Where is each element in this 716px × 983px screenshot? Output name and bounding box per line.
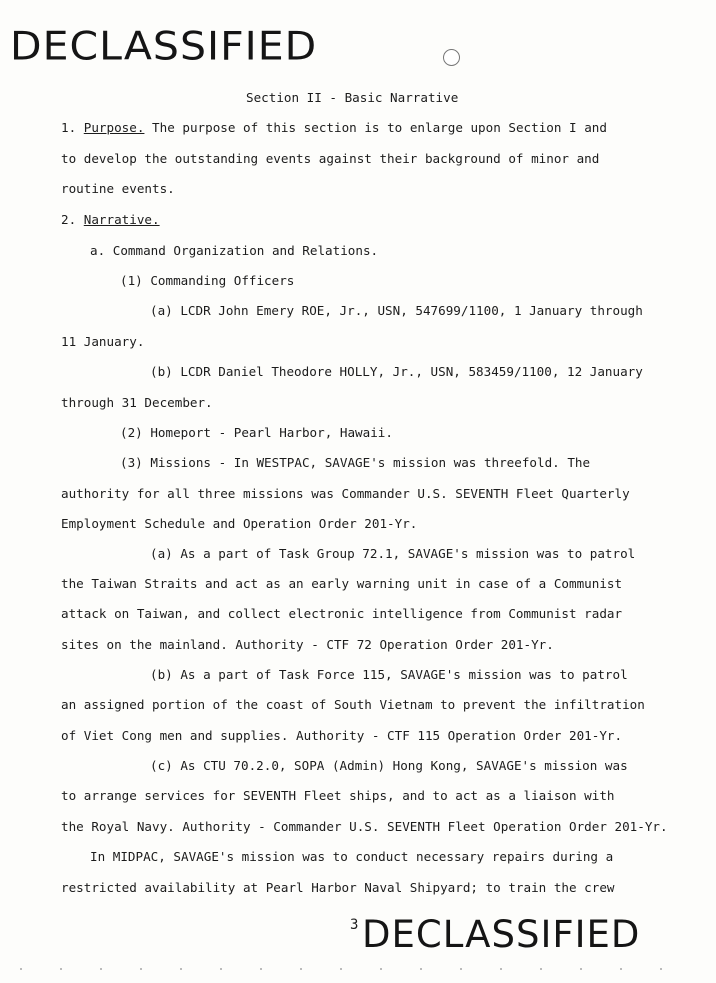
commanding-officer-a-line-2: 11 January. — [61, 334, 145, 349]
command-organization-heading: a. Command Organization and Relations. — [90, 243, 379, 258]
missions-line-2: authority for all three missions was Commander U.S. SEVENTH Fleet Quarterly — [61, 486, 630, 501]
midpac-line-2: restricted availability at Pearl Harbor Naval Shipyard; to train the crew — [61, 880, 615, 895]
scan-artifact-line — [20, 968, 700, 970]
mission-c-line-2: to arrange services for SEVENTH Fleet ships, and to act as a liaison with — [61, 788, 615, 803]
midpac-line-1: In MIDPAC, SAVAGE's mission was to conduct necessary repairs during a — [90, 849, 614, 864]
declassified-stamp-bottom: DECLASSIFIED — [362, 913, 641, 956]
purpose-paragraph-line-3: routine events. — [61, 181, 175, 196]
purpose-paragraph-line-1 — [61, 120, 607, 136]
purpose-text: The purpose of this section is to enlarge upon Section I and — [152, 120, 607, 135]
mission-b-line-3: of Viet Cong men and supplies. Authority - CTF 115 Operation Order 201-Yr. — [61, 728, 623, 743]
commanding-officer-a-line-1: (a) LCDR John Emery ROE, Jr., USN, 547699/1100, 1 January through — [150, 303, 643, 318]
narrative-heading: Narrative. — [83, 212, 160, 227]
purpose-number: 1. — [61, 120, 77, 135]
page-number: 3 — [350, 917, 359, 933]
mission-b-line-2: an assigned portion of the coast of South Vietnam to prevent the infiltration — [61, 697, 645, 712]
mission-c-line-1: (c) As CTU 70.2.0, SOPA (Admin) Hong Kong, SAVAGE's mission was — [150, 758, 628, 773]
commanding-officer-b-line-2: through 31 December. — [61, 395, 213, 410]
missions-line-1: (3) Missions - In WESTPAC, SAVAGE's mission was threefold. The — [120, 455, 591, 470]
missions-line-3: Employment Schedule and Operation Order 201-Yr. — [61, 516, 418, 531]
narrative-heading-line — [61, 212, 160, 228]
narrative-number: 2. — [61, 212, 77, 227]
commanding-officer-b-line-1: (b) LCDR Daniel Theodore HOLLY, Jr., USN, 583459/1100, 12 January — [150, 364, 643, 379]
punch-hole — [443, 49, 460, 66]
mission-a-line-3: attack on Taiwan, and collect electronic intelligence from Communist radar — [61, 606, 623, 621]
section-title: Section II - Basic Narrative — [246, 90, 459, 105]
mission-a-line-2: the Taiwan Straits and act as an early warning unit in case of a Communist — [61, 576, 623, 591]
mission-b-line-1: (b) As a part of Task Force 115, SAVAGE's mission was to patrol — [150, 667, 628, 682]
purpose-heading: Purpose. — [83, 120, 145, 135]
commanding-officers-heading: (1) Commanding Officers — [120, 273, 295, 288]
declassified-stamp-top: DECLASSIFIED — [10, 23, 318, 69]
mission-a-line-1: (a) As a part of Task Group 72.1, SAVAGE's mission was to patrol — [150, 546, 636, 561]
purpose-paragraph-line-2: to develop the outstanding events against their background of minor and — [61, 151, 600, 166]
mission-c-line-3: the Royal Navy. Authority - Commander U.S. SEVENTH Fleet Operation Order 201-Yr. — [61, 819, 668, 834]
mission-a-line-4: sites on the mainland. Authority - CTF 72 Operation Order 201-Yr. — [61, 637, 554, 652]
homeport-line: (2) Homeport - Pearl Harbor, Hawaii. — [120, 425, 393, 440]
